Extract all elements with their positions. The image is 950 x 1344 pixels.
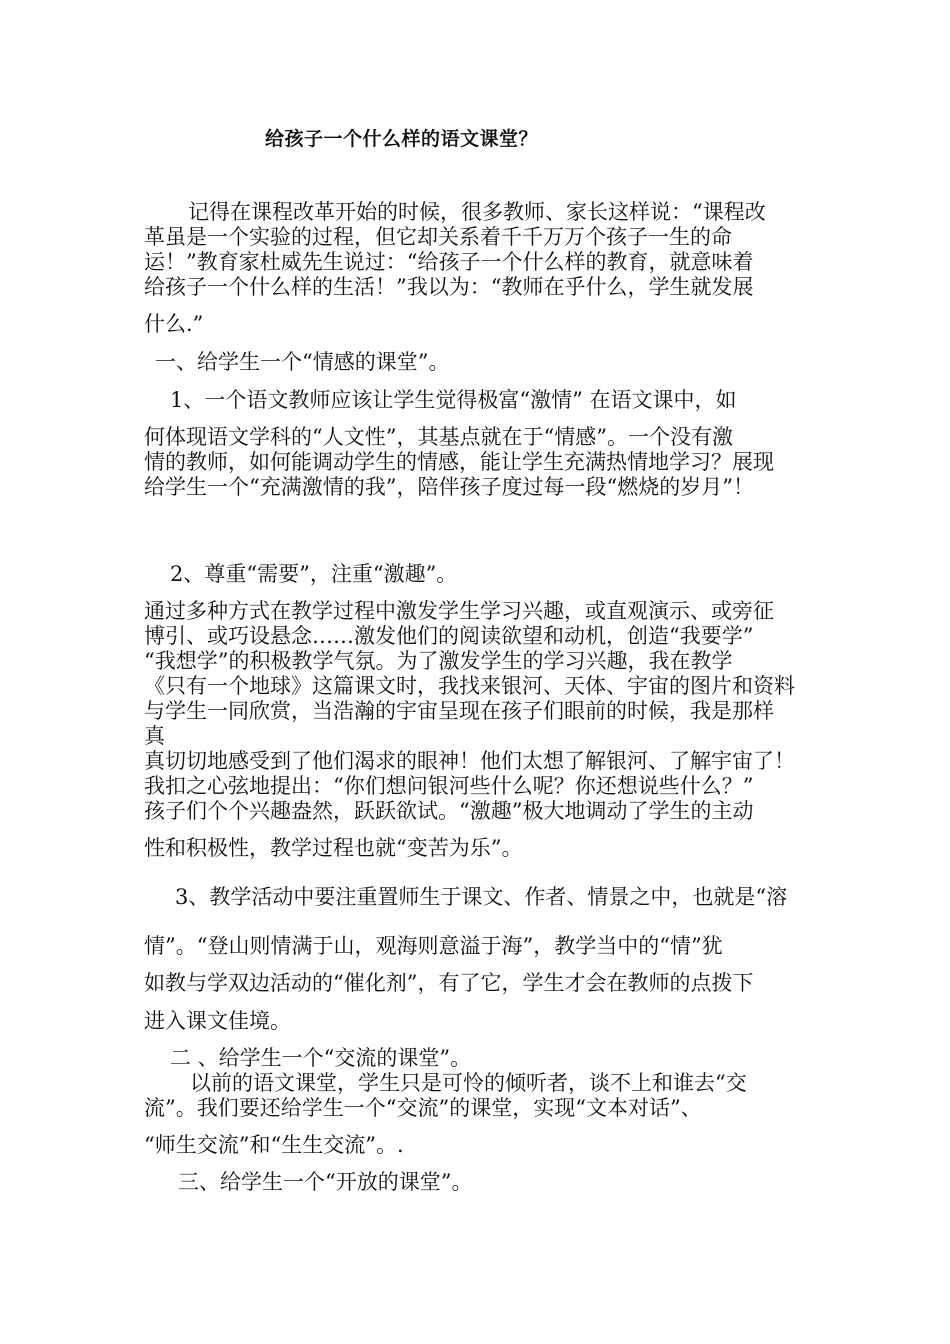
- sub-heading: 2、尊重“需要”，注重“激趣”。: [170, 562, 458, 586]
- paragraph-line: 革虽是一个实验的过程，但它却关系着千千万万个孩子一生的命: [144, 225, 732, 249]
- paragraph-line: 与学生一同欣赏，当浩瀚的宇宙呈现在孩子们眼前的时候，我是那样: [144, 699, 774, 723]
- paragraph-line: 真: [144, 724, 165, 748]
- paragraph-line: 以前的语文课堂，学生只是可怜的倾听者，谈不上和谁去“交: [190, 1071, 747, 1095]
- paragraph-line: 如教与学双边活动的“催化剂”，有了它，学生才会在教师的点拨下: [144, 971, 754, 995]
- paragraph-line: 给学生一个“充满激情的我”，陪伴孩子度过每一段“燃烧的岁月”！: [144, 475, 754, 499]
- section-heading: 二 、给学生一个“交流的课堂”。: [170, 1046, 472, 1070]
- paragraph-line: 何体现语文学科的“人文性”，其基点就在于“情感”。一个没有激: [144, 425, 733, 449]
- paragraph-line: 真切切地感受到了他们渴求的眼神！他们太想了解银河、了解宇宙了！: [144, 749, 795, 773]
- paragraph-line: 通过多种方式在教学过程中激发学生学习兴趣，或直观演示、或旁征: [144, 599, 774, 623]
- section-heading: 一、给学生一个“情感的课堂”。: [155, 350, 450, 374]
- paragraph-line: 什么.”: [144, 312, 204, 336]
- paragraph-line: 进入课文佳境。: [144, 1009, 291, 1033]
- section-heading: 三、给学生一个“开放的课堂”。: [178, 1170, 473, 1194]
- paragraph-line: 博引、或巧设悬念……激发他们的阅读欲望和动机，创造“我要学”: [144, 624, 754, 648]
- paragraph-line: 情的教师，如何能调动学生的情感，能让学生充满热情地学习？展现: [144, 450, 774, 474]
- paragraph-line: “师生交流”和“生生交流”。.: [144, 1133, 404, 1157]
- paragraph-line: 流”。我们要还给学生一个“交流”的课堂，实现“文本对话”、: [144, 1096, 702, 1120]
- paragraph-line: 情”。“登山则情满于山，观海则意溢于海”，教学当中的“情”犹: [144, 934, 723, 958]
- paragraph-line: 给孩子一个什么样的生活！”我以为：“教师在乎什么，学生就发展: [144, 275, 754, 299]
- page-title: 给孩子一个什么样的语文课堂？: [265, 128, 539, 150]
- paragraph-line: “我想学”的积极教学气氛。为了激发学生的学习兴趣，我在教学: [144, 649, 733, 673]
- paragraph-line: 性和积极性，教学过程也就“变苦为乐”。: [144, 836, 523, 860]
- paragraph-line: 《只有一个地球》这篇课文时，我找来银河、天体、宇宙的图片和资料: [144, 674, 795, 698]
- paragraph-line: 3、教学活动中要注重置师生于课文、作者、情景之中，也就是“溶: [175, 885, 788, 909]
- paragraph-line: 运！”教育家杜威先生说过：“给孩子一个什么样的教育，就意味着: [144, 250, 754, 274]
- paragraph-line: 孩子们个个兴趣盎然，跃跃欲试。“激趣”极大地调动了学生的主动: [144, 799, 754, 823]
- paragraph-line: 记得在课程改革开始的时候，很多教师、家长这样说：“课程改: [188, 200, 766, 224]
- paragraph-line: 我扣之心弦地提出：“你们想问银河些什么呢？你还想说些什么？”: [144, 774, 754, 798]
- paragraph-line: 1、一个语文教师应该让学生觉得极富“激情” 在语文课中，如: [170, 388, 737, 412]
